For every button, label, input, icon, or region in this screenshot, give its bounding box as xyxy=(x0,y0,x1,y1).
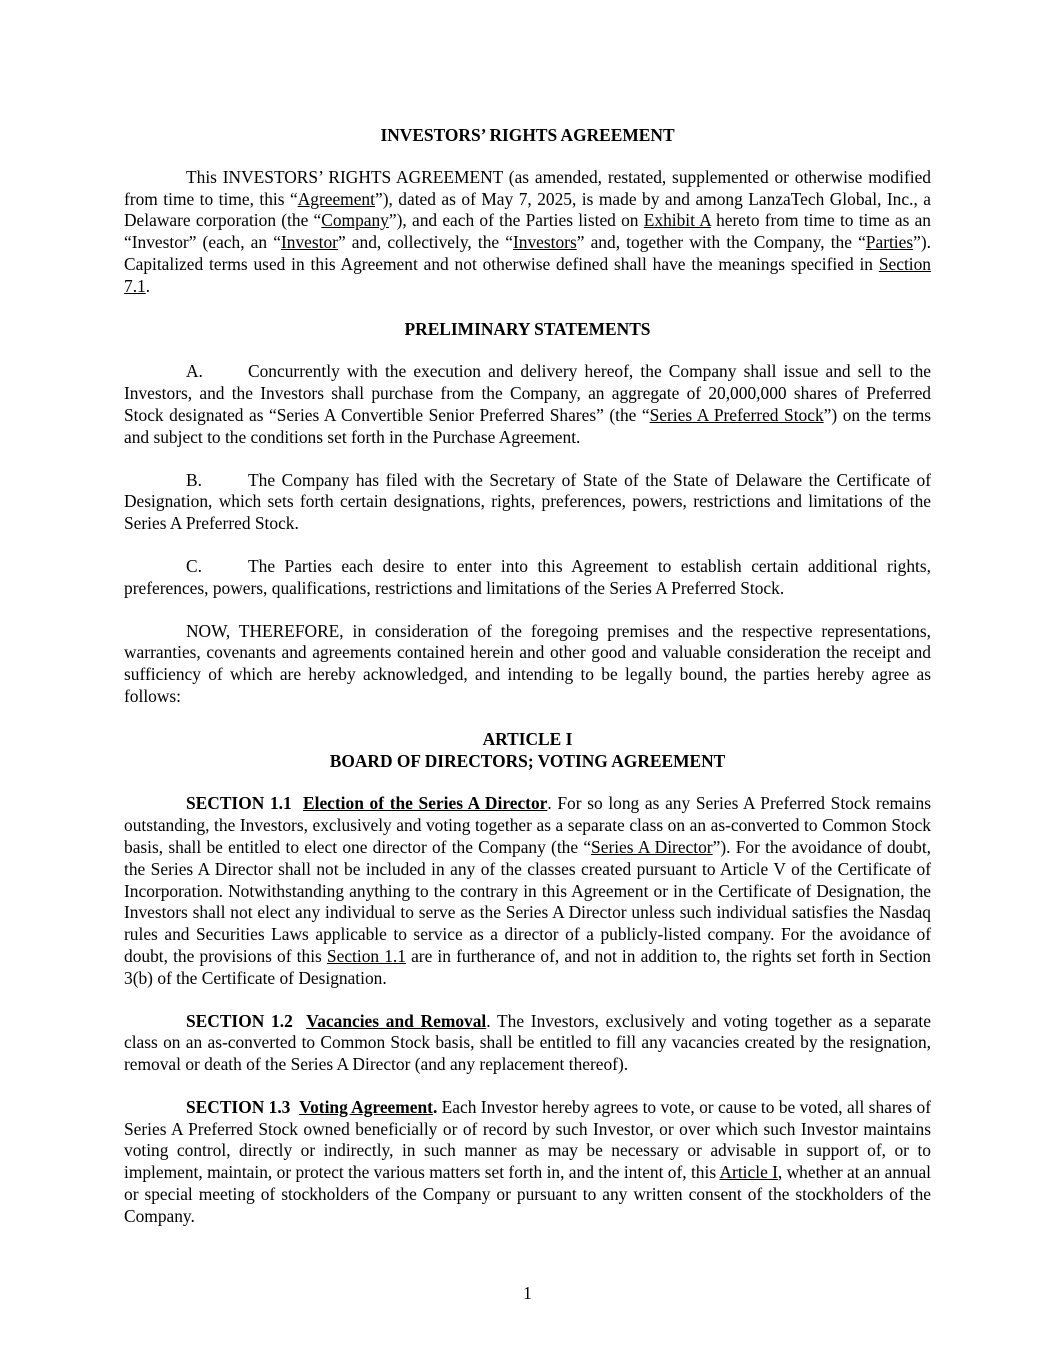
defined-term-series-a-director: Series A Director xyxy=(591,836,713,857)
intro-paragraph: This INVESTORS’ RIGHTS AGREEMENT (as amended, restated, supplemented or otherwise modified from time to time, this “Agreement”), dated as of May 7, 2025, is made by and among LanzaTech Global, Inc., a Delaware corporation (the “Company”), and each of the Parties listed on Exhibit A hereto from time to time as an “Investor” (each, an “Investor” and, collectively, the “Investors” and, together with the Company, the “Parties”). Capitalized terms used in this Agreement and not otherwise defined shall have the meanings specified in Section 7.1. xyxy=(124,166,932,296)
recital-letter: A. xyxy=(186,361,203,382)
section-7-1-reference: Section 7.1 xyxy=(124,253,931,296)
exhibit-a-reference: Exhibit A xyxy=(643,210,711,231)
article-heading xyxy=(124,729,931,773)
section-1-3: SECTION 1.3 Voting Agreement. Each Investor hereby agrees to vote, or cause to be voted, all shares of Series A Preferred Stock owned beneficially or of record by such Investor, or over which such Investor maintains voting control, directly or indirectly, in such manner as may be necessary or advisable in support of, or to implement, maintain, or protect the various matters set forth in, and the intent of, this Article I, whether at an annual or special meeting of stockholders of the Company or pursuant to any written consent of the stockholders of the Company. xyxy=(124,1096,931,1226)
document-title: INVESTORS’ RIGHTS AGREEMENT xyxy=(380,125,675,145)
section-heading: Voting Agreement xyxy=(299,1096,433,1117)
recital-letter: B. xyxy=(186,469,202,490)
preliminary-statements-heading: PRELIMINARY STATEMENTS xyxy=(404,318,651,339)
page-content xyxy=(124,125,931,1249)
recital-b: B. The Company has filed with the Secretary of State of the State of Delaware the Certificate of Designation, which sets forth certain designations, rights, preferences, powers, restrictions and limitations of the Series A Preferred Stock. xyxy=(124,469,931,534)
defined-term-series-a-preferred-stock: Series A Preferred Stock xyxy=(649,404,824,425)
recital-a: A. Concurrently with the execution and delivery hereof, the Company shall issue and sell to the Investors, and the Investors shall purchase from the Company, an aggregate of 20,000,000 shares of Preferred Stock designated as “Series A Convertible Senior Preferred Shares” (the “Series A Preferred Stock”) on the terms and subject to the conditions set forth in the Purchase Agreement. xyxy=(124,361,932,447)
now-therefore-paragraph: NOW, THEREFORE, in consideration of the foregoing premises and the respective representations, warranties, covenants and agreements contained herein and other good and valuable consideration the receipt and sufficiency of which are hereby acknowledged, and intending to be legally bound, the parties hereby agree as follows: xyxy=(124,620,931,706)
article-number: ARTICLE I xyxy=(482,728,573,749)
section-label: SECTION 1.2 xyxy=(186,1010,293,1031)
section-heading: Vacancies and Removal xyxy=(306,1010,487,1031)
section-heading: Election of the Series A Director xyxy=(303,793,548,814)
recital-c: C. The Parties each desire to enter into this Agreement to establish certain additional rights, preferences, powers, qualifications, restrictions and limitations of the Series A Preferred Stock. xyxy=(124,555,931,598)
section-1-1-reference: Section 1.1 xyxy=(326,945,406,966)
section-label: SECTION 1.3 xyxy=(186,1096,291,1117)
defined-term-investor: Investor xyxy=(280,232,338,253)
section-label: SECTION 1.1 xyxy=(186,793,292,814)
page-number: 1 xyxy=(523,1283,532,1303)
defined-term-parties: Parties xyxy=(865,232,914,253)
defined-term-agreement: Agreement xyxy=(297,188,375,209)
article-i-reference: Article I xyxy=(719,1162,778,1183)
defined-term-investors: Investors xyxy=(512,232,577,253)
recital-letter: C. xyxy=(186,555,202,576)
article-title: BOARD OF DIRECTORS; VOTING AGREEMENT xyxy=(329,750,726,771)
defined-term-company: Company xyxy=(321,210,389,231)
section-1-1: SECTION 1.1 Election of the Series A Director. For so long as any Series A Preferred Stock remains outstanding, the Investors, exclusively and voting together as a separate class on an as-converted to Common Stock basis, shall be entitled to elect one director of the Company (the “Series A Director”). For the avoidance of doubt, the Series A Director shall not be included in any of the classes created pursuant to Article V of the Certificate of Incorporation. Notwithstanding anything to the contrary in this Agreement or in the Certificate of Designation, the Investors shall not elect any individual to serve as the Series A Director unless such individual satisfies the Nasdaq rules and Securities Laws applicable to service as a director of a publicly-listed company. For the avoidance of doubt, the provisions of this Section 1.1 are in furtherance of, and not in addition to, the rights set forth in Section 3(b) of the Certificate of Designation. xyxy=(124,793,931,988)
section-1-2: SECTION 1.2 Vacancies and Removal. The Investors, exclusively and voting together as a separate class on an as-converted to Common Stock basis, shall be entitled to fill any vacancies created by the resignation, removal or death of the Series A Director (and any replacement thereof). xyxy=(124,1010,931,1075)
